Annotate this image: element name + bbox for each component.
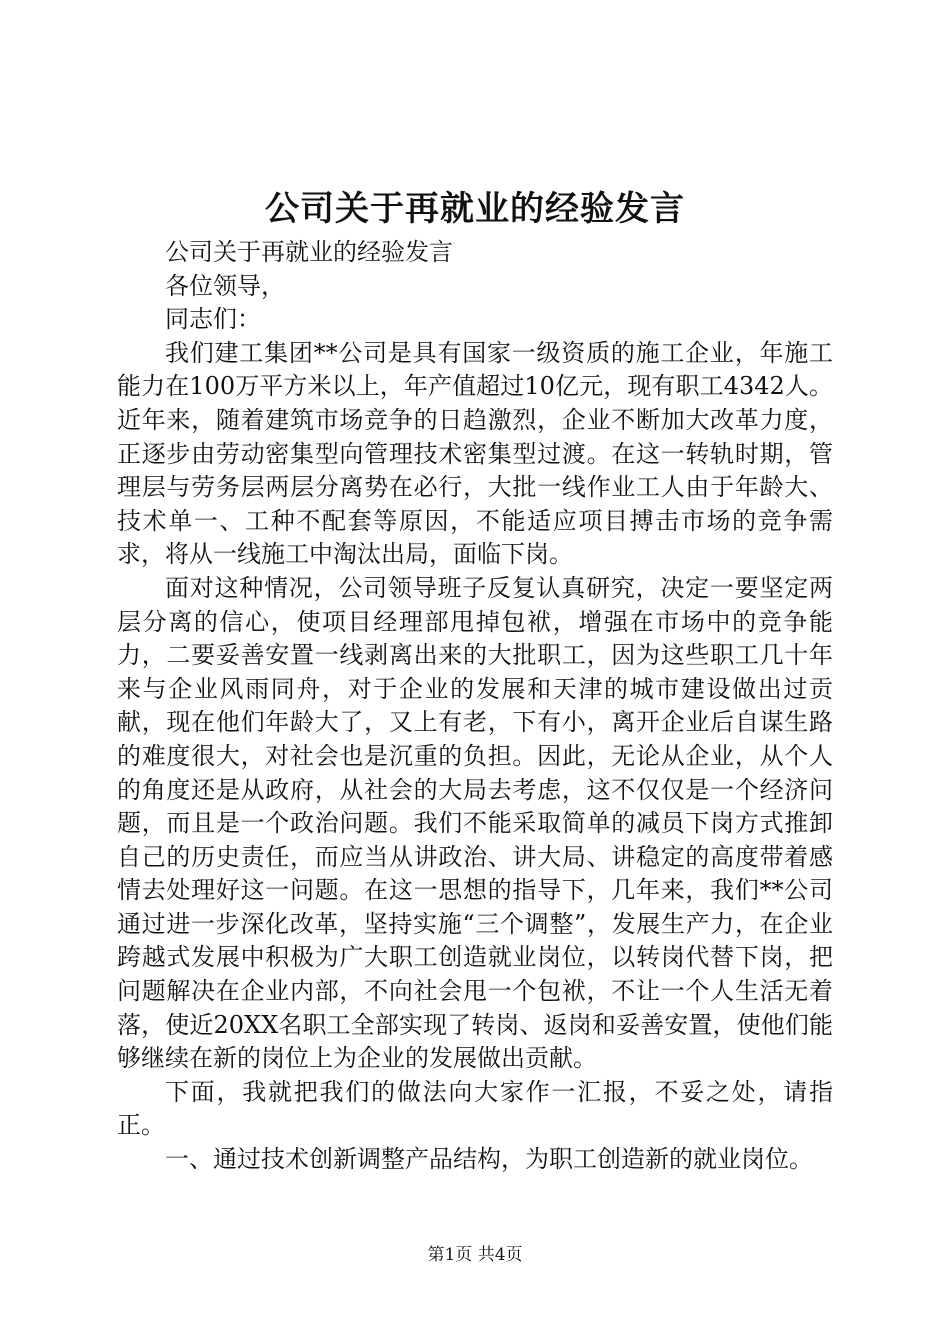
body-paragraph-company-intro: 我们建工集团**公司是具有国家一级资质的施工企业，年施工能力在100万平方米以上，年产值超过10亿元，现有职工4342人。近年来，随着建筑市场竞争的日趋激烈，企业不断加大改革力度，正逐步由劳动密集型向管理技术密集型过渡。在这一转轨时期，管理层与劳务层两层分离势在必行，大批一线作业工人由于年龄大、技术单一、工种不配套等原因，不能适应项目搏击市场的竞争需求，将从一线施工中淘汰出局，面临下岗。 [117, 338, 833, 569]
body-paragraph-salutation-comrades: 同志们： [165, 305, 261, 334]
body-paragraph-salutation-leaders: 各位领导， [165, 271, 285, 300]
page-footer: 第1页 共4页 [427, 1245, 523, 1265]
document-body [117, 236, 833, 1177]
body-paragraph-subtitle: 公司关于再就业的经验发言 [165, 238, 453, 266]
body-paragraph-situation: 面对这种情况，公司领导班子反复认真研究，决定一要坚定两层分离的信心，使项目经理部甩掉包袱，增强在市场中的竞争能力，二要妥善安置一线剥离出来的大批职工，因为这些职工几十年来与企业风雨同舟，对于企业的发展和天津的城市建设做出过贡献，现在他们年龄大了，又上有老，下有小，离开企业后自谋生路的难度很大，对社会也是沉重的负担。因此，无论从企业，从个人的角度还是从政府，从社会的大局去考虑，这不仅仅是一个经济问题，而且是一个政治问题。我们不能采取简单的减员下岗方式推卸自己的历史责任，而应当从讲政治、讲大局、讲稳定的高度带着感情去处理好这一问题。在这一思想的指导下，几年来，我们**公司通过进一步深化改革，坚持实施“三个调整”，发展生产力，在企业跨越式发展中积极为广大职工创造就业岗位，以转岗代替下岗，把问题解决在企业内部，不向社会甩一个包袱，不让一个人生活无着落，使近20XX名职工全部实现了转岗、返岗和妥善安置，使他们能够继续在新的岗位上为企业的发展做出贡献。 [117, 573, 833, 1073]
document-title: 公司关于再就业的经验发言 [265, 189, 685, 229]
body-paragraph-report-intro: 下面，我就把我们的做法向大家作一汇报，不妥之处，请指正。 [117, 1077, 833, 1140]
body-paragraph-section-one: 一、通过技术创新调整产品结构，为职工创造新的就业岗位。 [165, 1145, 813, 1174]
